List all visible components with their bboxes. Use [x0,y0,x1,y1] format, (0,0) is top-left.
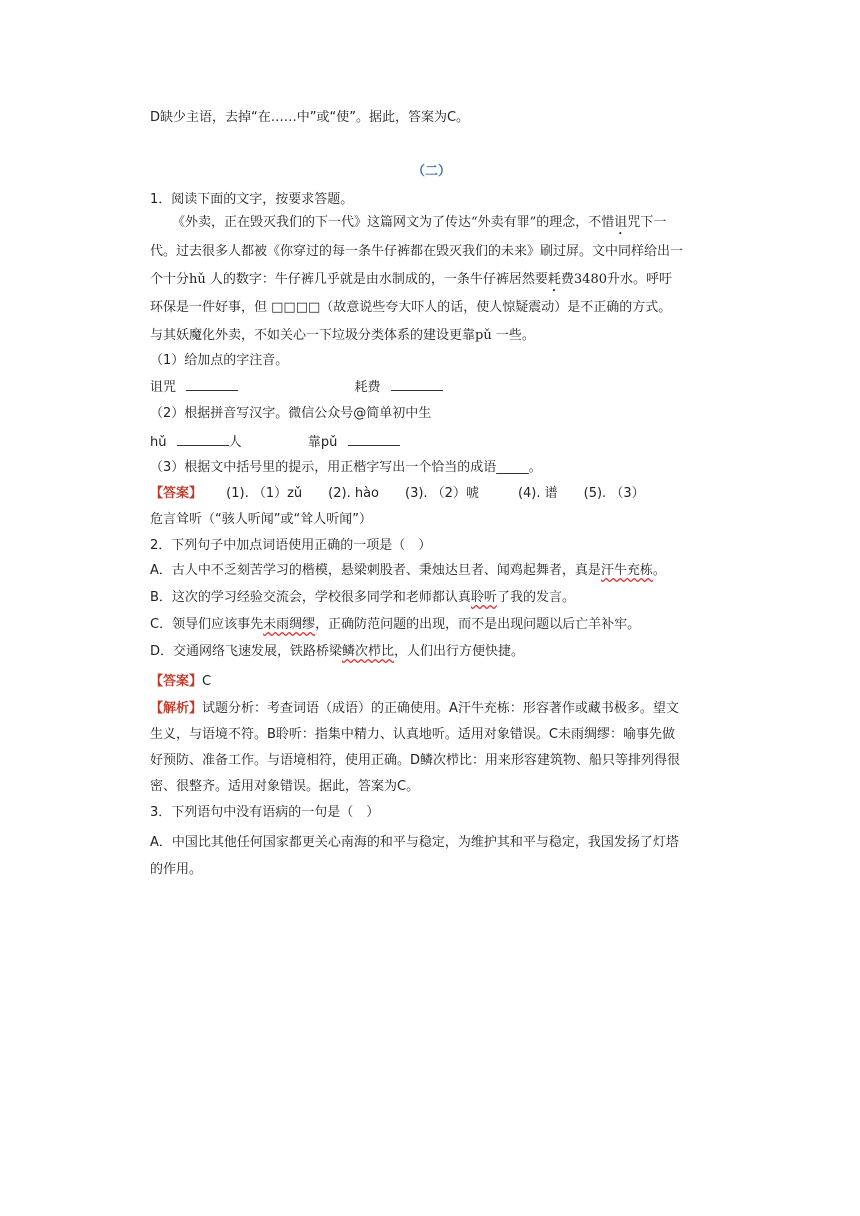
answer-tag: 【答案】 [150,486,203,501]
passage-line-4: 环保是一件好事，但 □□□□（故意说些夸大吓人的话，使人惊疑震动）是不正确的方式。 [150,300,672,315]
q2-analysis-line-2: 生义，与语境不符。B聆听：指集中精力、认真地听。适用对象错误。C未雨绸缪：喻事先做 [150,727,675,742]
intro-line: D缺少主语，去掉“在……中”或“使”。据此，答案为C。 [150,110,470,125]
q1-answer-line-2: 危言耸听（“骇人听闻”或“耸人听闻”） [150,512,372,527]
option-c-term: 未雨绸缪 [263,617,316,632]
sub2-blank-a[interactable] [177,431,229,446]
option-c-text: C．领导们应该事先 [150,617,264,632]
q2-analysis-line-1 [150,699,679,719]
q1-stem: 1．阅读下面的文字，按要求答题。 [150,192,354,207]
analysis-text-1: 试题分析：考查词语（成语）的正确使用。A汗牛充栋：形容著作或藏书极多。望文 [202,701,679,716]
q2-stem: 2．下列句子中加点词语使用正确的一项是（ ） [150,538,432,553]
q2-analysis-line-3: 好预防、准备工作。与语境相符，使用正确。D鳞次栉比：用来形容建筑物、船只等排列得很 [150,753,681,768]
passage-line-5: 与其妖魔化外卖，不如关心一下垃圾分类体系的建设更靠pǔ 一些。 [150,328,535,343]
option-c-end: ，正确防范问题的出现，而不是出现问题以后亡羊补牢。 [315,617,641,632]
section-title: （二） [412,164,452,179]
option-a-text: A．古人中不乏刻苦学习的楷模，悬梁刺股者、秉烛达旦者、闻鸡起舞者，真是 [150,563,601,578]
sub2-pinyin-b: 靠pǔ [307,435,338,450]
q2-option-c [150,615,640,635]
sub2-pinyin-a: hǔ [150,435,167,450]
q3-option-a-line-2: 的作用。 [150,862,203,877]
sub1-term-a: 诅咒 [150,380,177,395]
passage-line-1: 《外卖，正在毁灭我们的下一代》这篇网文为了传达“外卖有罪”的理念，不惜诅咒下一 [172,215,667,230]
analysis-tag: 【解析】 [150,701,203,716]
option-d-text: D．交通网络飞速发展，铁路桥梁 [150,644,343,659]
q2-option-d [150,642,524,662]
q1-sub3: （3）根据文中括号里的提示，用正楷字写出一个恰当的成语_____。 [150,460,542,475]
q1-answer-line [150,484,645,504]
q2-analysis-line-4: 密、很整齐。适用对象错误。据此，答案为C。 [150,779,420,794]
option-a-term: 汗牛充栋 [600,563,653,578]
sub2-blank-b[interactable] [348,431,400,446]
q2-option-b [150,588,575,608]
option-b-term: 聆听 [470,590,497,605]
q2-answer [150,672,211,692]
q1-sub1: （1）给加点的字注音。 [150,353,289,368]
sub2-suffix-a: 人 [228,435,242,450]
sub1-blank-a[interactable] [186,376,238,391]
sub1-term-b: 耗费 [354,380,381,395]
q2-answer-value: C [202,674,212,689]
option-b-end: 了我的发言。 [496,590,575,605]
passage-line-2: 代。过去很多人都被《你穿过的每一条牛仔裤都在毁灭我们的未来》刷过屏。文中同样给出一 [150,244,684,259]
q1-sub1-answers [150,376,443,398]
option-d-end: ，人们出行方便快捷。 [394,644,525,659]
q3-stem: 3．下列语句中没有语病的一句是（ ） [150,805,380,820]
q2-answer-tag: 【答案】 [150,674,203,689]
passage-line-3: 个十分hǔ 人的数字：牛仔裤几乎就是由水制成的，一条牛仔裤居然要耗费3480升水。呼吁 [150,272,672,287]
sub1-blank-b[interactable] [391,376,443,391]
q1-sub2: （2）根据拼音写汉字。微信公众号@简单初中生 [150,406,432,421]
q1-answer-text: (1). （1）zǔ (2). hào (3). （2）唬 (4). 谱 (5). （3） [226,486,645,501]
q2-option-a [150,561,666,581]
option-a-end: 。 [652,563,666,578]
q3-option-a-line-1: A．中国比其他任何国家都更关心南海的和平与稳定，为维护其和平与稳定，我国发扬了灯塔 [150,835,679,850]
option-b-text: B．这次的学习经验交流会，学校很多同学和老师都认真 [150,590,471,605]
option-d-term: 鳞次栉比 [342,644,395,659]
q1-sub2-answers [150,431,400,453]
